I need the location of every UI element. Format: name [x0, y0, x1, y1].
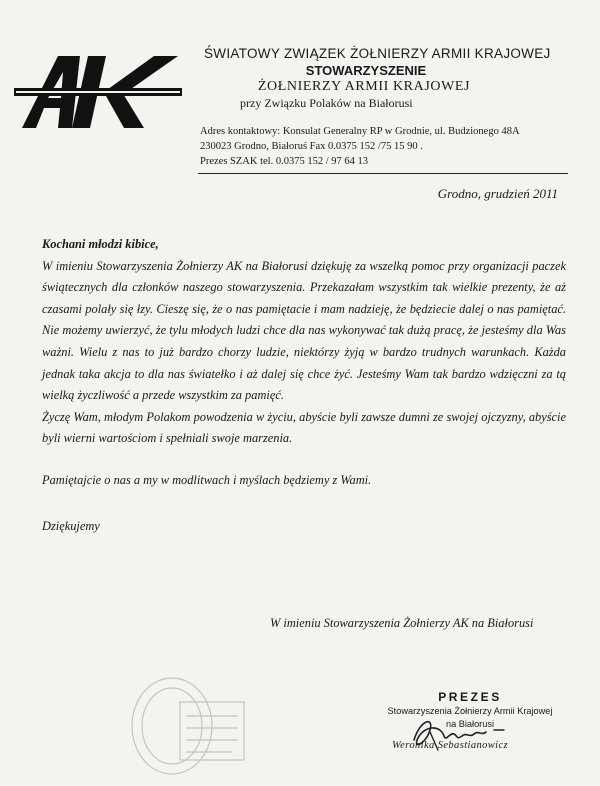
contact-phone: Prezes SZAK tel. 0.0375 152 / 97 64 13: [200, 156, 368, 167]
paragraph-thanks: W imieniu Stowarzyszenia Żołnierzy AK na Białorusi dziękuję za wszelką pomoc przy organizacji paczek świątecznych dla członków naszego stowarzyszenia. Przekazałam wszystkim tak wielkie prezenty, że aż czasami polały się łzy. Cieszę się, że o nas pamiętacie i mam nadzieję, że będziecie dalej o nas pamiętać. Nie możemy uwierzyć, że tylu młodych ludzi chce dla nas wykonywać tak dużą pracę, że jesteśmy dla Was ważni. Wielu z nas to już bardzo chorzy ludzie, niektórzy żyją w bardzo trudnych warunkach. Każda jednak taka akcja to dla nas światełko i aż dalej się chce żyć. Jesteśmy Wam tak bardzo wdzięczni za tą wielką życzliwość a przede wszystkim za pamięć.: [42, 258, 566, 403]
org-name-line1: ŚWIATOWY ZWIĄZEK ŻOŁNIERZY ARMII KRAJOWEJ: [204, 46, 551, 61]
contact-address: Adres kontaktowy: Konsulat Generalny RP w Grodnie, ul. Budzionego 48A: [200, 126, 520, 137]
official-stamp: [128, 672, 248, 780]
paragraph-wishes: Życzę Wam, młodym Polakom powodzenia w życiu, abyście byli zawsze dumni ze swojej ojczyzny, abyście byli wierni wartościom i spełniali swoje marzenia.: [42, 409, 566, 446]
header-divider: [198, 173, 568, 174]
letter-date: Grodno, grudzień 2011: [437, 186, 558, 201]
org-name-line2: STOWARZYSZENIE: [305, 63, 427, 78]
letter-body: [42, 234, 566, 537]
org-name-line4: przy Związku Polaków na Białorusi: [240, 96, 413, 110]
contact-city-fax: 230023 Grodno, Białoruś Fax 0.0375 152 /75 15 90 .: [200, 141, 423, 152]
paragraph-remember: Pamiętajcie o nas a my w modlitwach i myślach będziemy z Wami.: [42, 472, 372, 487]
contact-info: [200, 124, 520, 169]
president-org-line1: Stowarzyszenia Żołnierzy Armii Krajowej: [387, 706, 553, 716]
president-title: PREZES: [438, 690, 502, 704]
president-name: Weronika Sebastianowicz: [392, 740, 509, 751]
greeting: Kochani młodzi kibice,: [42, 237, 159, 251]
org-name-line3: ŻOŁNIERZY ARMII KRAJOWEJ: [257, 79, 471, 94]
closing: Dziękujemy: [42, 518, 100, 533]
president-org-line2: na Białorusi: [445, 719, 494, 729]
on-behalf-line: W imieniu Stowarzyszenia Żołnierzy AK na Białorusi: [270, 616, 534, 630]
organization-header: [196, 46, 576, 111]
